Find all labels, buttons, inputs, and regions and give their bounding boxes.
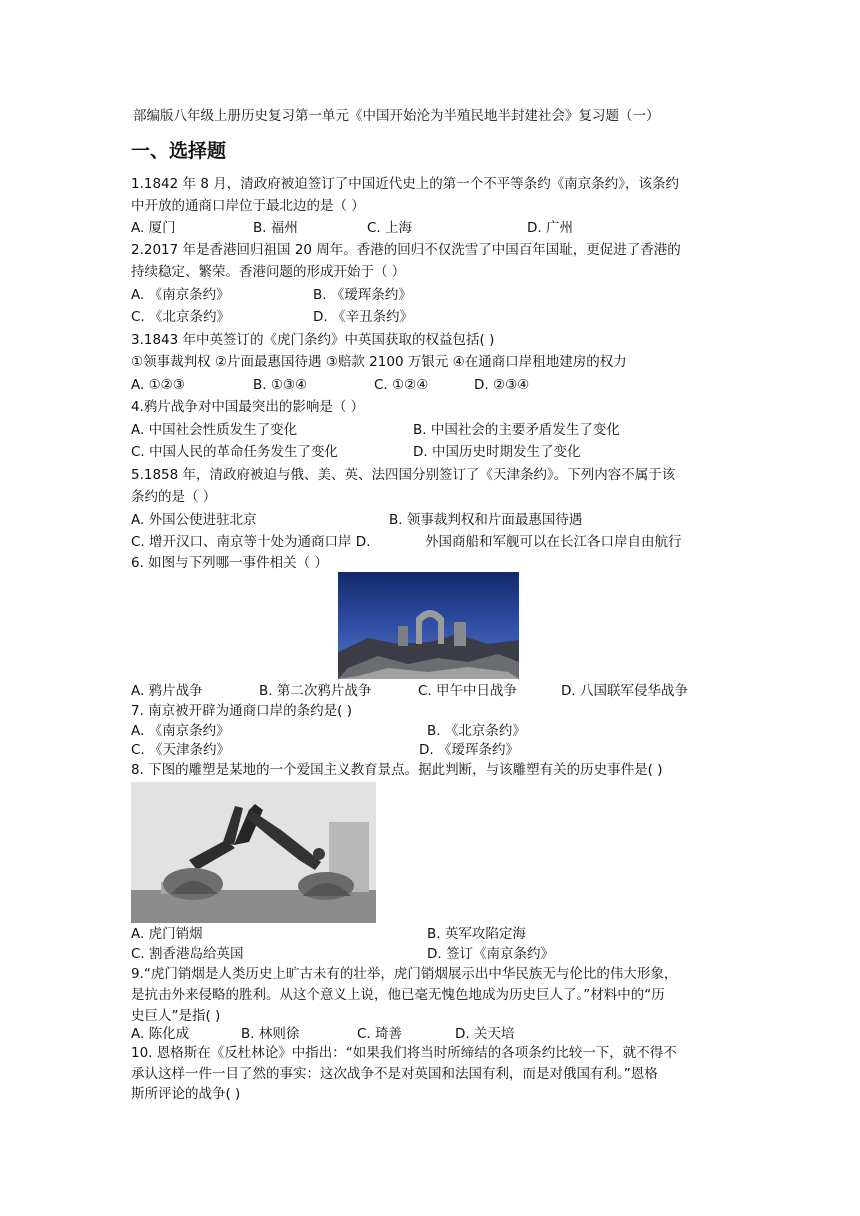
question-6-line-1: 6. 如图与下列哪一事件相关（ ） (131, 555, 328, 571)
option-c: C. 割香港岛给英国 (131, 946, 244, 962)
yuanmingyuan-ruins-image (338, 572, 519, 679)
option-d: D. 关天培 (455, 1026, 515, 1042)
question-10-line-3: 斯所评论的战争( ) (131, 1086, 241, 1102)
question-9-line-2: 是抗击外来侵略的胜利。从这个意义上说，他已毫无愧色地成为历史巨人了。”材料中的“历 (131, 987, 665, 1003)
question-5-line-2: 条约的是（ ） (131, 489, 217, 505)
option-d: D. 《瑷珲条约》 (419, 742, 519, 758)
option-b: B. 《北京条约》 (427, 723, 526, 739)
option-a: A. 中国社会性质发生了变化 (131, 422, 298, 438)
section-heading: 一、选择题 (131, 140, 227, 162)
option-a: A. 厦门 (131, 220, 176, 236)
option-d: D. 签订《南京条约》 (427, 946, 554, 962)
option-d: D. 八国联军侵华战争 (561, 683, 688, 699)
option-c: C. ①②④ (374, 377, 429, 393)
option-c: C. 《北京条约》 (131, 309, 231, 325)
question-10-line-2: 承认这样一件一目了然的事实：这次战争不是对英国和法国有利，而是对俄国有利。”恩格 (131, 1066, 658, 1082)
option-b: B. 第二次鸦片战争 (259, 683, 372, 699)
humen-sculpture-image (131, 782, 376, 923)
option-c: C. 增开汉口、南京等十处为通商口岸 D. (131, 534, 371, 550)
option-b: B. 林则徐 (241, 1026, 300, 1042)
question-3-line-2: ①领事裁判权 ②片面最惠国待遇 ③赔款 2100 万银元 ④在通商口岸租地建房的权力 (131, 354, 627, 370)
option-b: B. 领事裁判权和片面最惠国待遇 (389, 512, 583, 528)
doc-title: 部编版八年级上册历史复习第一单元《中国开始沦为半殖民地半封建社会》复习题（一） (133, 108, 660, 124)
question-5-line-1: 5.1858 年，清政府被迫与俄、美、英、法四国分别签订了《天津条约》。下列内容不属于该 (131, 467, 676, 483)
option-a: A. 陈化成 (131, 1026, 190, 1042)
question-3-line-1: 3.1843 年中英签订的《虎门条约》中英国获取的权益包括( ) (131, 332, 495, 348)
option-d: 外国商船和军舰可以在长江各口岸自由航行 (425, 534, 682, 550)
option-d: D. 《辛丑条约》 (313, 309, 413, 325)
option-a: A. 《南京条约》 (131, 723, 230, 739)
option-c: C. 《天津条约》 (131, 742, 231, 758)
option-a: A. 外国公使进驻北京 (131, 512, 257, 528)
option-a: A. 《南京条约》 (131, 287, 230, 303)
question-4-line-1: 4.鸦片战争对中国最突出的影响是（ ） (131, 399, 365, 415)
option-b: B. 英军攻陷定海 (427, 926, 526, 942)
question-7-line-1: 7. 南京被开辟为通商口岸的条约是( ) (131, 703, 352, 719)
option-b: B. 中国社会的主要矛盾发生了变化 (413, 422, 620, 438)
option-b: B. ①③④ (253, 377, 308, 393)
option-a: A. 鸦片战争 (131, 683, 203, 699)
question-8-line-1: 8. 下图的雕塑是某地的一个爱国主义教育景点。据此判断，与该雕塑有关的历史事件是( ) (131, 762, 663, 778)
question-10-line-1: 10. 恩格斯在《反杜林论》中指出：“如果我们将当时所缔结的各项条约比较一下，就不得不 (131, 1045, 677, 1061)
option-c: C. 上海 (367, 220, 413, 236)
question-1-line-1: 1.1842 年 8 月，清政府被迫签订了中国近代史上的第一个不平等条约《南京条约》，该条约 (131, 176, 679, 192)
option-c: C. 中国人民的革命任务发生了变化 (131, 444, 339, 460)
option-d: D. ②③④ (474, 377, 530, 393)
option-a: A. ①②③ (131, 377, 185, 393)
question-2-line-2: 持续稳定、繁荣。香港问题的形成开始于（ ） (131, 264, 406, 280)
question-2-line-1: 2.2017 年是香港回归祖国 20 周年。香港的回归不仅洗雪了中国百年国耻，更促进了香港的 (131, 242, 681, 258)
option-c: C. 甲午中日战争 (418, 683, 518, 699)
option-b: B. 福州 (253, 220, 298, 236)
question-9-line-3: 史巨人”是指( ) (131, 1008, 221, 1024)
question-1-line-2: 中开放的通商口岸位于最北边的是（ ） (131, 198, 365, 214)
option-d: D. 广州 (527, 220, 573, 236)
question-9-line-1: 9.“虎门销烟是人类历史上旷古未有的壮举，虎门销烟展示出中华民族无与伦比的伟大形象， (131, 966, 678, 982)
option-b: B. 《瑷珲条约》 (313, 287, 412, 303)
option-c: C. 琦善 (357, 1026, 403, 1042)
option-a: A. 虎门销烟 (131, 926, 203, 942)
option-d: D. 中国历史时期发生了变化 (413, 444, 581, 460)
